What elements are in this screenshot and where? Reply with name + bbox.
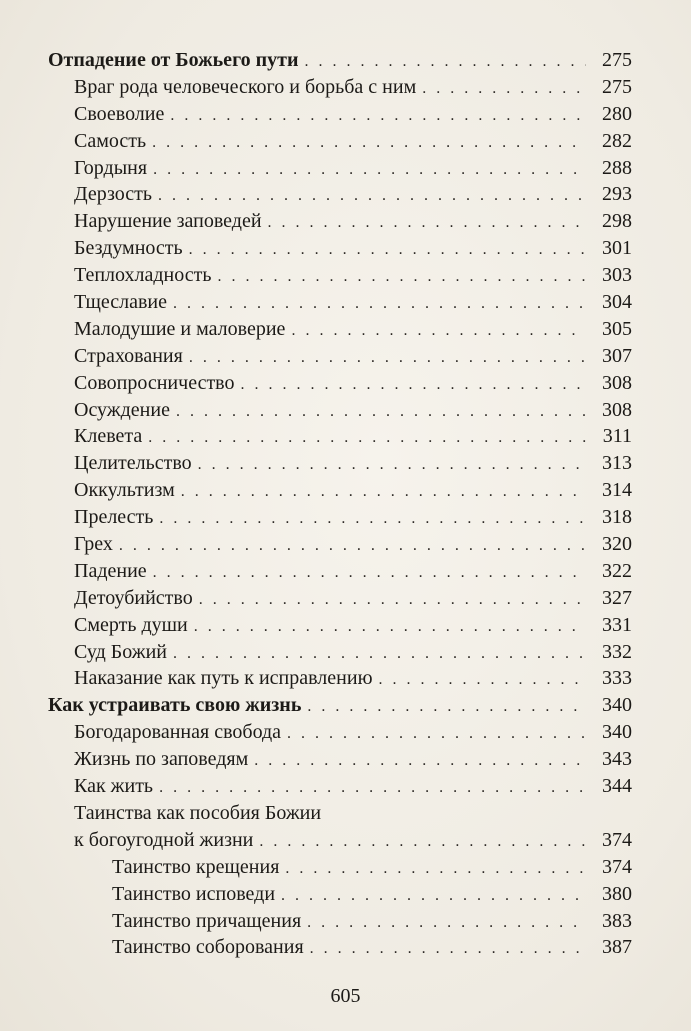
toc-entry-page: 318 xyxy=(602,506,632,529)
toc-entry-page: 308 xyxy=(602,398,632,421)
toc-entry-page: 320 xyxy=(602,533,632,556)
toc-entry-page: 313 xyxy=(602,452,632,475)
toc-entry-page: 288 xyxy=(602,156,632,179)
toc-entry-title: Оккультизм xyxy=(74,479,175,502)
toc-entry xyxy=(48,47,632,74)
dot-leader xyxy=(307,694,586,721)
dot-leader xyxy=(153,560,586,587)
toc-entry xyxy=(48,397,632,424)
toc-entry-title: Детоубийство xyxy=(74,586,193,609)
toc-entry-title: Смерть души xyxy=(74,613,188,636)
toc-entry-title: Своеволие xyxy=(74,102,165,125)
toc-entry-page: 301 xyxy=(602,237,632,260)
toc-entry-title: Целительство xyxy=(74,452,192,475)
toc-entry-page: 327 xyxy=(602,586,632,609)
toc-entry xyxy=(48,181,632,208)
dot-leader xyxy=(422,76,586,103)
toc-entry-page: 344 xyxy=(602,775,632,798)
toc-entry-page: 280 xyxy=(602,102,632,125)
toc-entry xyxy=(48,262,632,289)
toc-entry xyxy=(48,208,632,235)
toc-entry-title: Как жить xyxy=(74,775,154,798)
dot-leader xyxy=(307,910,586,937)
dot-leader xyxy=(119,533,586,560)
toc-entry xyxy=(48,881,632,908)
toc-entry xyxy=(48,155,632,182)
toc-entry xyxy=(48,101,632,128)
dot-leader xyxy=(305,49,586,76)
dot-leader xyxy=(281,883,586,910)
dot-leader xyxy=(153,157,586,184)
toc-entry-page: 275 xyxy=(602,75,632,98)
toc-entry-page: 305 xyxy=(602,317,632,340)
toc-entry-title: Наказание как путь к исправлению xyxy=(74,667,373,690)
dot-leader xyxy=(159,506,586,533)
dot-leader xyxy=(268,210,586,237)
toc-entry-page: 282 xyxy=(602,129,632,152)
dot-leader xyxy=(198,452,586,479)
dot-leader xyxy=(159,775,586,802)
toc-entry-page: 298 xyxy=(602,210,632,233)
toc-entry-title: Как устраивать свою жизнь xyxy=(48,694,302,717)
toc-entry xyxy=(48,289,632,316)
toc-entry-title: Дерзость xyxy=(74,183,153,206)
toc-entry-page: 307 xyxy=(602,344,632,367)
toc-entry-title: Враг рода человеческого и борьба с ним xyxy=(74,75,417,98)
toc-entry xyxy=(48,450,632,477)
toc-entry-page: 387 xyxy=(602,936,632,959)
dot-leader xyxy=(218,264,587,291)
toc-entry-page: 383 xyxy=(602,909,632,932)
toc-entry xyxy=(48,74,632,101)
toc-entry xyxy=(48,558,632,585)
dot-leader xyxy=(379,667,586,694)
toc-entry-page: 293 xyxy=(602,183,632,206)
toc-entry-page: 304 xyxy=(602,291,632,314)
toc-entry xyxy=(48,235,632,262)
toc-entry xyxy=(48,692,632,719)
toc-entry-title-continued: к богоугодной жизни xyxy=(74,828,254,851)
dot-leader xyxy=(241,372,587,399)
toc-entry-page: 332 xyxy=(602,640,632,663)
dot-leader xyxy=(158,183,586,210)
toc-entry-title: Суд Божий xyxy=(74,640,167,663)
toc-entry-title: Таинство крещения xyxy=(112,855,280,878)
toc-entry-page: 333 xyxy=(602,667,632,690)
toc-entry-title: Тщеславие xyxy=(74,291,167,314)
toc-entry xyxy=(48,719,632,746)
toc-entry xyxy=(48,665,632,692)
dot-leader xyxy=(170,103,586,130)
dot-leader xyxy=(189,345,586,372)
toc-entry xyxy=(48,316,632,343)
toc-entry-page: 340 xyxy=(602,721,632,744)
dot-leader xyxy=(291,318,586,345)
toc-entry-title: Таинство исповеди xyxy=(112,882,276,905)
toc-entry xyxy=(48,612,632,639)
toc-entry xyxy=(48,908,632,935)
dot-leader xyxy=(310,936,586,963)
toc-entry xyxy=(48,854,632,881)
dot-leader xyxy=(173,291,586,318)
dot-leader xyxy=(152,130,586,157)
toc-entry xyxy=(48,423,632,450)
dot-leader xyxy=(148,425,586,452)
toc-entry xyxy=(48,477,632,504)
dot-leader xyxy=(181,479,586,506)
dot-leader xyxy=(189,237,586,264)
toc-entry-title: Отпадение от Божьего пути xyxy=(48,49,299,71)
toc-entry xyxy=(48,531,632,558)
toc-entry-title: Падение xyxy=(74,559,147,582)
toc-entry-page: 380 xyxy=(602,882,632,905)
toc-entry-title: Нарушение заповедей xyxy=(74,210,262,233)
toc-entry-page: 331 xyxy=(602,613,632,636)
toc-entry-page: 343 xyxy=(602,748,632,771)
dot-leader xyxy=(173,641,586,668)
toc-entry xyxy=(48,746,632,773)
toc-entry-title: Теплохладность xyxy=(74,264,212,287)
page-number: 605 xyxy=(330,985,361,1007)
toc-entry xyxy=(48,343,632,370)
toc-entry-page: 374 xyxy=(602,855,632,878)
toc-entry-page: 340 xyxy=(602,694,632,717)
toc-entry xyxy=(48,934,632,961)
toc-entry-title: Осуждение xyxy=(74,398,170,421)
toc-entry-title: Богодарованная свобода xyxy=(74,721,282,744)
toc-entry-title: Страхования xyxy=(74,344,183,367)
toc-entry-title: Жизнь по заповедям xyxy=(74,748,249,771)
toc-entry-title: Гордыня xyxy=(74,156,148,179)
toc-entry xyxy=(48,800,632,854)
dot-leader xyxy=(287,721,586,748)
toc-entry xyxy=(48,370,632,397)
toc-entry-title: Таинства как пособия Божии xyxy=(74,801,322,824)
table-of-contents xyxy=(48,47,632,961)
toc-entry-page: 322 xyxy=(602,559,632,582)
toc-entry-title: Таинство соборования xyxy=(112,936,304,959)
toc-entry xyxy=(48,773,632,800)
toc-entry-title: Бездумность xyxy=(74,237,183,260)
dot-leader xyxy=(199,587,586,614)
toc-entry-page: 314 xyxy=(602,479,632,502)
toc-entry-title: Малодушие и маловерие xyxy=(74,317,286,340)
toc-entry xyxy=(48,585,632,612)
toc-entry-title: Клевета xyxy=(74,425,143,448)
dot-leader xyxy=(259,829,586,856)
dot-leader xyxy=(176,399,586,426)
toc-entry-title: Прелесть xyxy=(74,506,154,529)
toc-entry xyxy=(48,128,632,155)
toc-entry-page: 303 xyxy=(602,264,632,287)
toc-entry-title: Совопросничество xyxy=(74,371,235,394)
dot-leader xyxy=(194,614,586,641)
toc-entry-title: Самость xyxy=(74,129,147,152)
toc-entry-page: 311 xyxy=(602,425,632,448)
dot-leader xyxy=(285,856,586,883)
toc-entry-title: Грех xyxy=(74,533,113,556)
toc-entry xyxy=(48,639,632,666)
toc-entry-title: Таинство причащения xyxy=(112,909,302,932)
dot-leader xyxy=(254,748,586,775)
toc-entry-page: 374 xyxy=(602,828,632,851)
toc-entry-page: 308 xyxy=(602,371,632,394)
toc-entry-page: 275 xyxy=(602,49,632,71)
toc-entry xyxy=(48,504,632,531)
